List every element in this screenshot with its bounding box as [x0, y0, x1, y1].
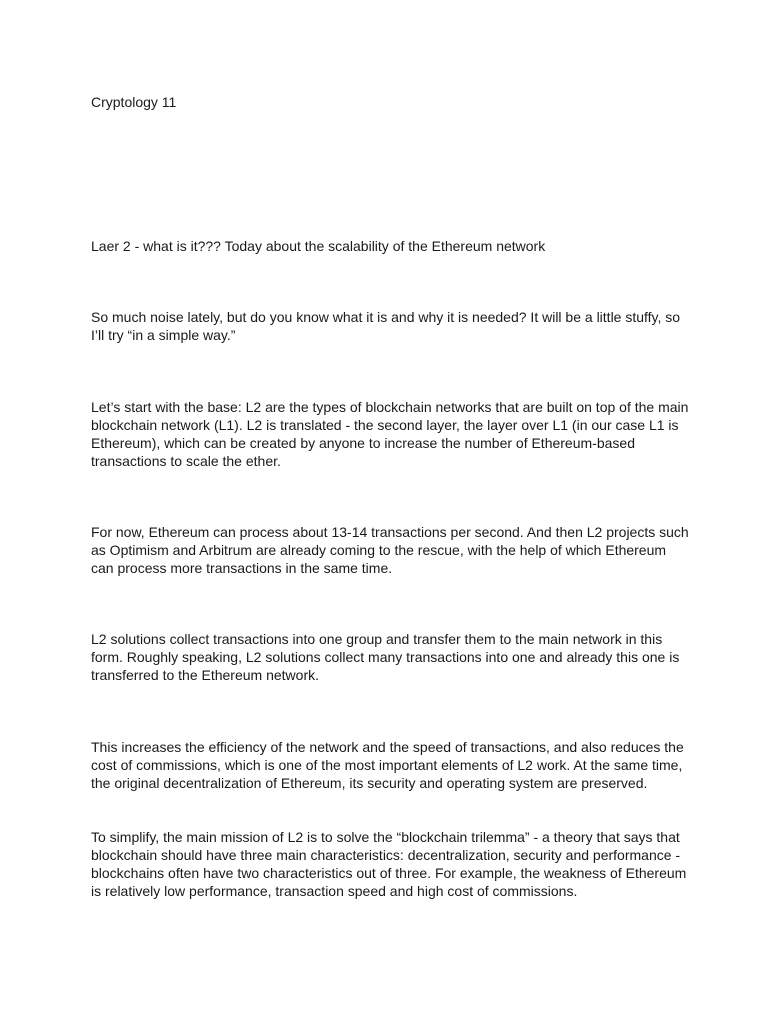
paragraph: To simplify, the main mission of L2 is to solve the “blockchain trilemma” - a theory that says that blockchain should have three main characteristics: decentralization, security and performance - blockchains often have two characteristics out of three. For example, the weakness of Ethereum is relatively low performance, transaction speed and high cost of commissions. [91, 829, 687, 899]
document-heading: Laer 2 - what is it??? Today about the scalability of the Ethereum network [91, 238, 546, 254]
paragraph: This increases the efficiency of the network and the speed of transactions, and also reduces the cost of commissions, which is one of the most important elements of L2 work. At the same time, the original decentralization of Ethereum, its security and operating system are preserved. [91, 739, 684, 791]
paragraph: For now, Ethereum can process about 13-14 transactions per second. And then L2 projects such as Optimism and Arbitrum are already coming to the rescue, with the help of which Ethereum can process more transactions in the same time. [91, 524, 689, 576]
paragraph: So much noise lately, but do you know what it is and why it is needed? It will be a little stuffy, so I’ll try “in a simple way.” [91, 309, 681, 343]
document-title: Cryptology 11 [91, 94, 177, 110]
paragraph: Let’s start with the base: L2 are the types of blockchain networks that are built on top of the main blockchain network (L1). L2 is translated - the second layer, the layer over L1 (in our case L1 is Ethereum), which can be created by anyone to increase the number of Ethereum-based transactions to scale the ether. [91, 399, 689, 469]
paragraph: L2 solutions collect transactions into one group and transfer them to the main network in this form. Roughly speaking, L2 solutions collect many transactions into one and already this one is transferred to the Ethereum network. [91, 631, 680, 683]
